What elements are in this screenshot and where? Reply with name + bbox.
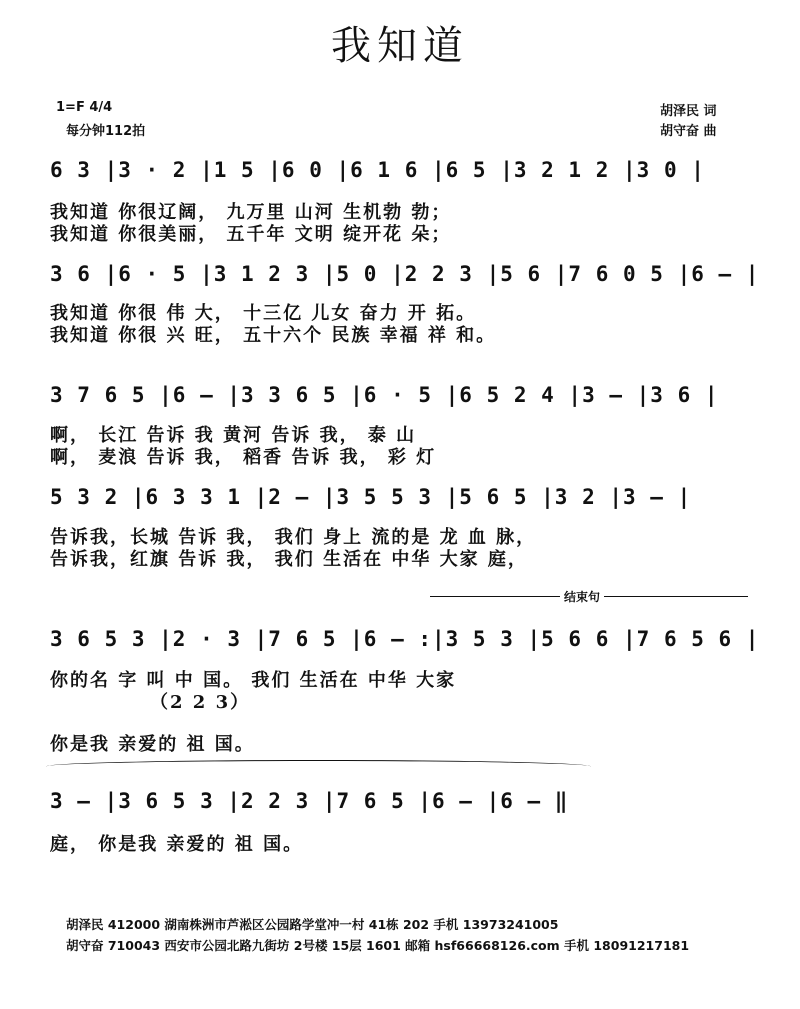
key-signature: 1=F 4/4 — [56, 100, 113, 115]
notation-row-3: 3 7 6 5 |6 — |3 3 6 5 |6 · 5 |6 5 2 4 |3 — |3 6 | — [50, 383, 719, 407]
song-title: 我知道 — [331, 23, 469, 69]
ending-phrase-label: 结束句 — [560, 588, 604, 605]
lyricist-credit: 胡泽民 词 — [660, 104, 717, 119]
composer-credit: 胡守奋 曲 — [660, 124, 717, 139]
tempo-marking: 每分钟112拍 — [66, 124, 146, 139]
footer-composer-contact: 胡守奋 710043 西安市公园北路九街坊 2号楼 15层 1601 邮箱 hsf66668126.com 手机 18091217181 — [66, 938, 690, 953]
alternate-notes: （2 2 3） — [150, 692, 251, 713]
lyric-row-4-verse-1: 告诉我，长城 告诉 我， 我们 身上 流的是 龙 血 脉， — [50, 527, 537, 548]
lyric-row-3-verse-2: 啊， 麦浪 告诉 我， 稻香 告诉 我， 彩 灯 — [50, 447, 437, 468]
lyric-row-1-verse-1: 我知道 你很辽阔， 九万里 山河 生机勃 勃； — [50, 202, 452, 223]
lyric-row-2-verse-1: 我知道 你很 伟 大， 十三亿 儿女 奋力 开 拓。 — [50, 303, 477, 324]
lyric-row-4-verse-2: 告诉我，红旗 告诉 我， 我们 生活在 中华 大家 庭， — [50, 549, 528, 570]
lyric-row-1-verse-2: 我知道 你很美丽， 五千年 文明 绽开花 朵； — [50, 224, 452, 245]
notation-row-5: 3 6 5 3 |2 · 3 |7 6 5 |6 — :|3 5 3 |5 6 6 |7 6 5 6 | — [50, 627, 760, 651]
repeat-slur — [46, 760, 591, 773]
lyric-row-6: 庭， 你是我 亲爱的 祖 国。 — [50, 834, 304, 855]
notation-row-2: 3 6 |6 · 5 |3 1 2 3 |5 0 |2 2 3 |5 6 |7 6 0 5 |6 — | — [50, 262, 760, 286]
lyric-row-3-verse-1: 啊， 长江 告诉 我 黄河 告诉 我， 泰 山 — [50, 425, 417, 446]
notation-row-1: 6 3 |3 · 2 |1 5 |6 0 |6 1 6 |6 5 |3 2 1 2 |3 0 | — [50, 158, 705, 182]
footer-lyricist-contact: 胡泽民 412000 湖南株洲市芦淞区公园路学堂冲一村 41栋 202 手机 13973241005 — [66, 917, 559, 932]
lyric-row-5: 你的名 字 叫 中 国。 我们 生活在 中华 大家 — [50, 670, 457, 691]
notation-row-4: 5 3 2 |6 3 3 1 |2 — |3 5 5 3 |5 6 5 |3 2 |3 — | — [50, 485, 692, 509]
alternate-lyric: 你是我 亲爱的 祖 国。 — [50, 734, 255, 755]
lyric-row-2-verse-2: 我知道 你很 兴 旺， 五十六个 民族 幸福 祥 和。 — [50, 325, 497, 346]
notation-row-6: 3 — |3 6 5 3 |2 2 3 |7 6 5 |6 — |6 — ‖ — [50, 789, 569, 813]
